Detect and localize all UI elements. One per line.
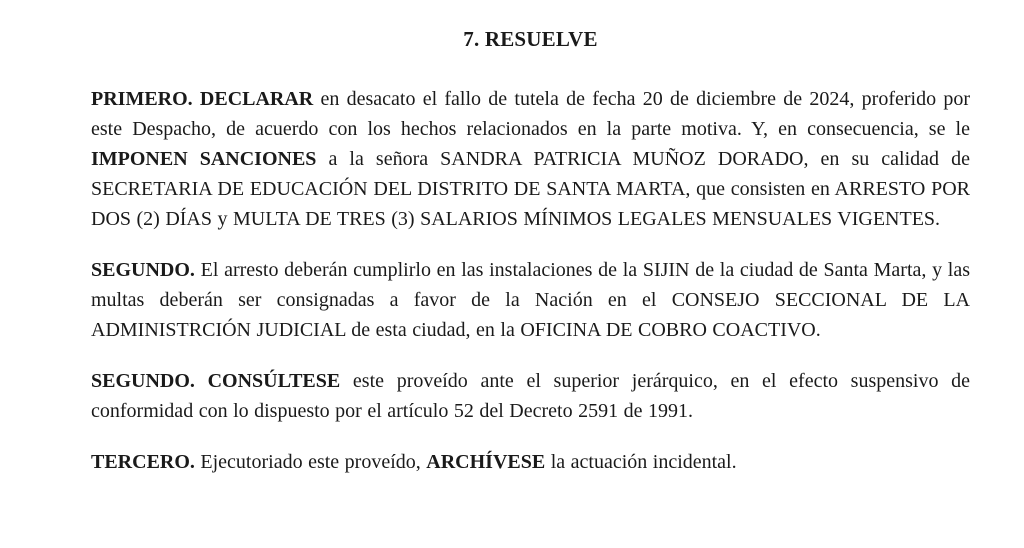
sanctions-bold-run: IMPONEN SANCIONES <box>91 148 317 170</box>
paragraph-segundo-arresto <box>91 255 970 345</box>
text-run: la actuación incidental. <box>545 451 737 473</box>
archivese-bold-run: ARCHÍVESE <box>426 451 546 473</box>
text-run: Ejecutoriado este proveído, <box>194 451 427 473</box>
ordinal-label-bold-run: SEGUNDO. <box>91 259 195 281</box>
text-run: en desacato el fallo de tutela de fecha 20 de diciembre de 2024, proferido por este Despacho, de acuerdo con los hechos relacionados en la parte motiva. Y, en consecuencia, se le <box>91 88 970 140</box>
text-run: El arresto deberán cumplirlo en las instalaciones de la SIJIN de la ciudad de Santa Marta, y las multas deberán ser consignadas a favor de la Nación en el CONSEJO SECCIONAL DE LA ADMINISTRCIÓN JUDICIAL de esta ciudad, en la OFICINA DE COBRO COACTIVO. <box>91 259 970 341</box>
paragraph-primero <box>91 84 970 234</box>
ordinal-label-bold-run: SEGUNDO. CONSÚLTESE <box>91 370 341 392</box>
ordinal-label-bold-run: TERCERO. <box>91 451 195 473</box>
paragraph-tercero <box>91 447 970 477</box>
section-title: 7. RESUELVE <box>463 27 598 51</box>
text-run: a la señora SANDRA PATRICIA MUÑOZ DORADO, en su calidad de SECRETARIA DE EDUCACIÓN DEL DISTRITO DE SANTA MARTA, que consisten en ARRESTO POR DOS (2) DÍAS y MULTA DE TRES (3) SALARIOS MÍNIMOS LEGALES MENSUALES VIGENTES. <box>91 148 970 230</box>
paragraph-segundo-consultese <box>91 366 970 426</box>
text-run: este proveído ante el superior jerárquico, en el efecto suspensivo de conformidad con lo dispuesto por el artículo 52 del Decreto 2591 de 1991. <box>91 370 971 422</box>
ordinal-label-bold-run: PRIMERO. DECLARAR <box>91 88 314 110</box>
